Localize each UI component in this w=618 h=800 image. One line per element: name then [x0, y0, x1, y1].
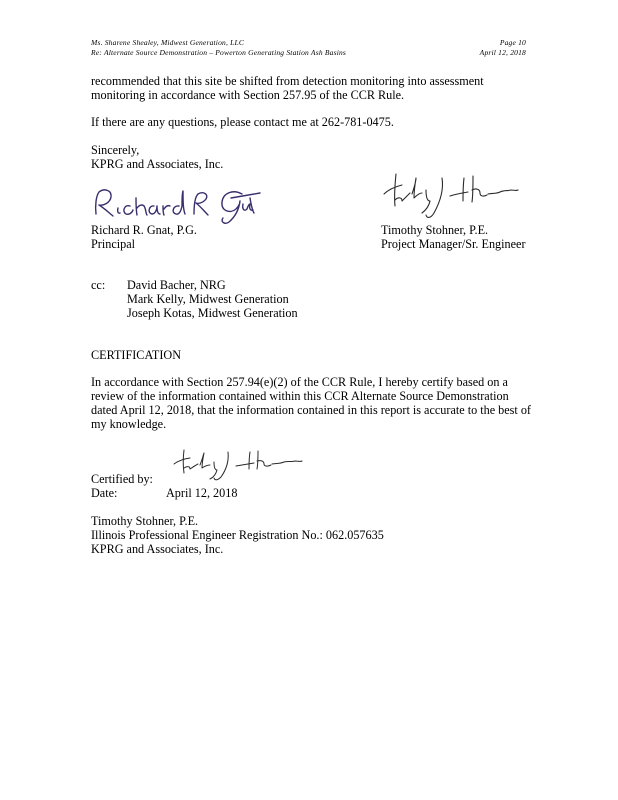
recommendation-line-2: monitoring in accordance with Section 257.95 of the CCR Rule.: [91, 88, 405, 102]
certification-line: dated April 12, 2018, that the information contained in this report is accurate to the best of: [91, 403, 531, 417]
certification-company: KPRG and Associates, Inc.: [91, 542, 224, 556]
certified-by-label: Certified by:: [91, 472, 153, 486]
contact-line: If there are any questions, please contact me at 262-781-0475.: [91, 115, 394, 129]
date-label: Date:: [91, 486, 118, 500]
certification-heading: CERTIFICATION: [91, 348, 181, 362]
recommendation-line-1: recommended that this site be shifted from detection monitoring into assessment: [91, 74, 484, 88]
signatory-name-gnat: Richard R. Gnat, P.G.: [91, 223, 197, 237]
certification-line: In accordance with Section 257.94(e)(2) of the CCR Rule, I hereby certify based on a: [91, 375, 508, 389]
cc-recipient: Joseph Kotas, Midwest Generation: [127, 306, 298, 320]
cc-recipient: David Bacher, NRG: [127, 278, 226, 292]
gnat-signature-image: [90, 184, 262, 226]
header-page-number: Page 10: [499, 38, 526, 47]
header-recipient-line: Ms. Sharene Shealey, Midwest Generation, LLC: [91, 38, 245, 47]
signatory-name-stohner: Timothy Stohner, P.E.: [381, 223, 489, 237]
cc-recipient: Mark Kelly, Midwest Generation: [127, 292, 289, 306]
certification-line: review of the information contained within this CCR Alternate Source Demonstration: [91, 389, 509, 403]
stohner-signature-image: [378, 168, 528, 220]
header-re-line: Re: Alternate Source Demonstration – Powerton Generating Station Ash Basins: [91, 48, 347, 57]
salutation: Sincerely,: [91, 143, 140, 157]
closing-company: KPRG and Associates, Inc.: [91, 157, 224, 171]
signatory-title-stohner: Project Manager/Sr. Engineer: [381, 237, 526, 251]
certification-line: my knowledge.: [91, 417, 167, 431]
cc-label: cc:: [91, 278, 106, 292]
engineer-name: Timothy Stohner, P.E.: [91, 514, 199, 528]
registration-number: Illinois Professional Engineer Registration No.: 062.057635: [91, 528, 384, 542]
header-date: April 12, 2018: [479, 48, 526, 57]
signatory-title-gnat: Principal: [91, 237, 136, 251]
certification-signature-image: [168, 446, 310, 482]
date-value: April 12, 2018: [166, 486, 238, 500]
